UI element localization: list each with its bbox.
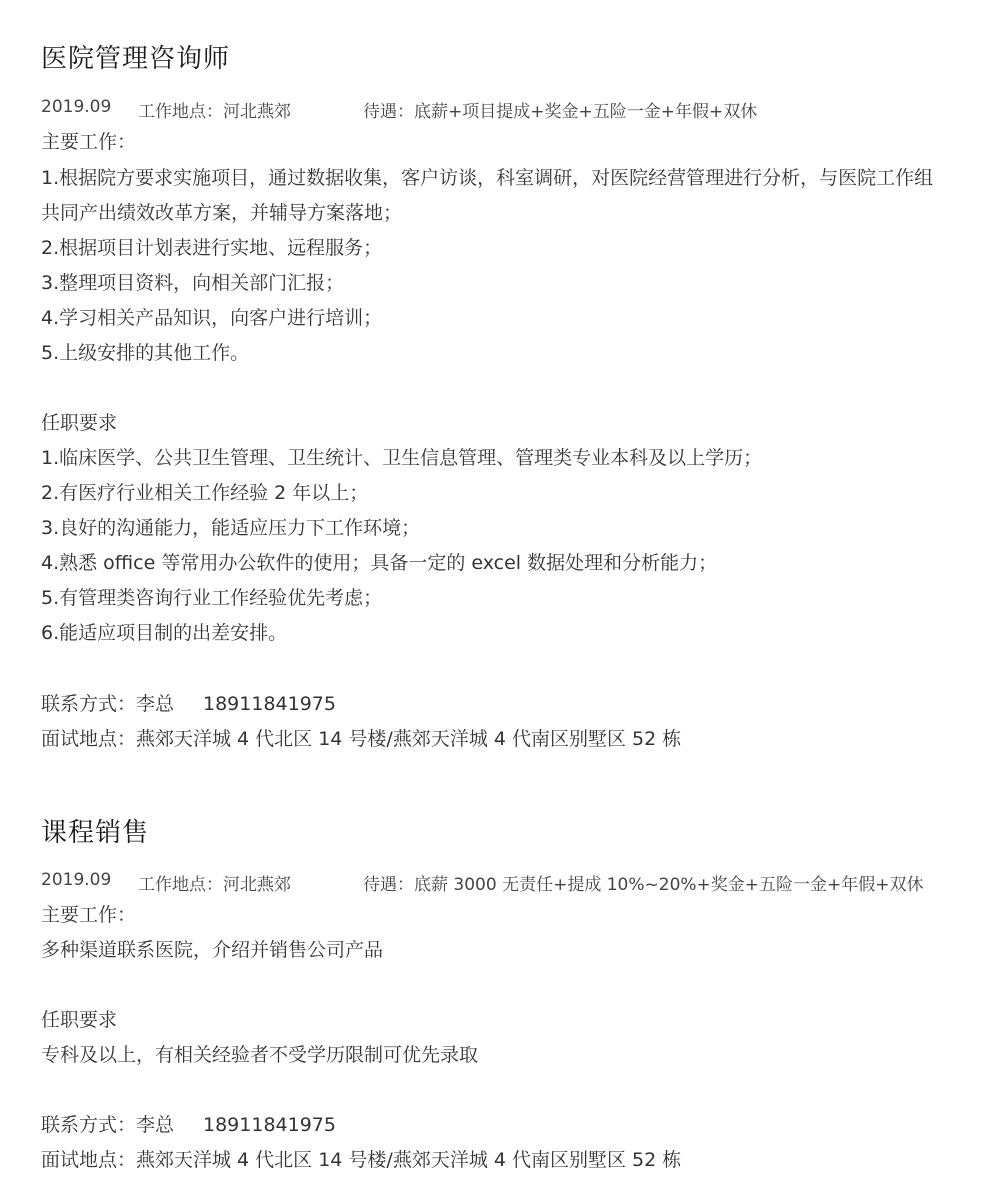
job-date: 2019.09: [41, 97, 112, 117]
duty-line: 2.根据项目计划表进行实地、远程服务；: [41, 237, 383, 259]
contact-phone: 18911841975: [203, 693, 336, 715]
job-date: 2019.09: [41, 870, 112, 890]
requirement-line: 4.熟悉 office 等常用办公软件的使用；具备一定的 excel 数据处理和分析能力；: [41, 552, 718, 574]
job-title: 课程销售: [41, 818, 150, 848]
job-location: 工作地点：河北燕郊: [138, 102, 291, 122]
interview-location: 面试地点：燕郊天洋城 4 代北区 14 号楼/燕郊天洋城 4 代南区别墅区 52 栋: [41, 728, 682, 750]
interview-location: 面试地点：燕郊天洋城 4 代北区 14 号楼/燕郊天洋城 4 代南区别墅区 52 栋: [41, 1149, 682, 1171]
job-title: 医院管理咨询师: [41, 44, 231, 74]
requirement-line: 1.临床医学、公共卫生管理、卫生统计、卫生信息管理、管理类专业本科及以上学历；: [41, 447, 763, 469]
requirement-line: 3.良好的沟通能力，能适应压力下工作环境；: [41, 517, 421, 539]
contact-phone: 18911841975: [203, 1114, 336, 1136]
requirement-line: 6.能适应项目制的出差安排。: [41, 622, 288, 644]
duty-line: 共同产出绩效改革方案，并辅导方案落地；: [41, 202, 403, 224]
job-salary: 待遇：底薪 3000 无责任+提成 10%~20%+奖金+五险一金+年假+双休: [363, 875, 924, 895]
duties-header: 主要工作：: [41, 904, 137, 926]
requirements-header: 任职要求: [41, 1009, 118, 1031]
duty-line: 3.整理项目资料，向相关部门汇报；: [41, 272, 345, 294]
duty-line: 5.上级安排的其他工作。: [41, 342, 250, 364]
duty-line: 4.学习相关产品知识，向客户进行培训；: [41, 307, 383, 329]
requirement-line: 2.有医疗行业相关工作经验 2 年以上；: [41, 482, 369, 504]
requirements-header: 任职要求: [41, 412, 118, 434]
requirement-line: 5.有管理类咨询行业工作经验优先考虑；: [41, 587, 383, 609]
job-location: 工作地点：河北燕郊: [138, 875, 291, 895]
duty-line: 多种渠道联系医院，介绍并销售公司产品: [41, 939, 384, 961]
duty-line: 1.根据院方要求实施项目，通过数据收集，客户访谈，科室调研，对医院经营管理进行分析，与医院工作组: [41, 167, 934, 189]
job-salary: 待遇：底薪+项目提成+奖金+五险一金+年假+双休: [363, 102, 758, 122]
contact-name: 联系方式：李总: [41, 693, 175, 715]
requirement-line: 专科及以上，有相关经验者不受学历限制可优先录取: [41, 1044, 479, 1066]
duties-header: 主要工作：: [41, 131, 137, 153]
contact-name: 联系方式：李总: [41, 1114, 175, 1136]
